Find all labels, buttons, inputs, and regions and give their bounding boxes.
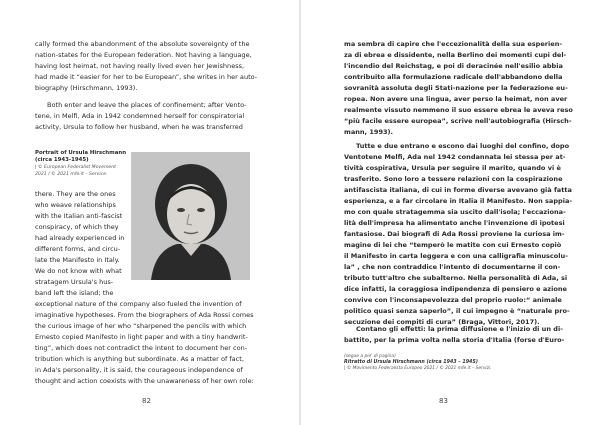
text-line: ma sembra di capire che l'eccezionalità della sua esperien- [344, 40, 563, 48]
text-line: realmente vissuto nemmeno il suo essere ebrea le aveva reso [344, 106, 573, 114]
text-line: who weave relationships [35, 201, 116, 209]
text-line: Ernesto copied Manifesto in light paper and with a tiny handwrit- [35, 333, 248, 341]
text-line: convive con l'inconsapevolezza del proprio ruolo:“ animale [344, 296, 562, 304]
text-line: la” , che non contraddice l'intento di documentarne il con- [344, 263, 561, 271]
text-line: exceptional nature of the company also fueled the invention of [35, 300, 242, 308]
left-paragraph-3 [35, 299, 275, 387]
text-line: different forms, and circu- [35, 245, 121, 253]
page-number: 82 [142, 397, 151, 405]
image-footnote [344, 354, 584, 372]
text-line: in Ada's personality, it is said, the courageous independence of [35, 366, 243, 374]
text-line: battito, per la prima volta nella storia d'Italia (forse d'Euro- [344, 336, 565, 344]
text-line: conspiracy, of which they [35, 223, 119, 231]
text-line: the curious image of her who “sharpened the pencils with which [35, 322, 247, 330]
footnote-credit: | © Movimento Federalista Europeo 2021 / © 2021 mfe.it – Servizi. [344, 366, 492, 372]
text-line: imaginative hypotheses. From the biographers of Ada Rossi comes [35, 311, 254, 319]
text-line: “più facile essere europea”, scrive nell'autobiografia (Hirsch- [344, 117, 572, 125]
caption-credit-line: | © European Federalist Movement [35, 164, 116, 170]
text-line: late the Manifesto in Italy. [35, 256, 120, 264]
text-line: activity, Ursula to follow her husband, when he was transferred [35, 123, 243, 131]
caption-title-line: Portrait of Ursula Hirschmann [35, 150, 127, 156]
text-line: magine di lei che “temperò le matite con cui Ernesto copiò [344, 241, 562, 249]
text-line: za di ebrea e dissidente, nella Berlino dei momenti cupi del- [344, 51, 567, 59]
text-line: l'incendio del Reichstag, e poi di deracinée nell'esilio abbia [344, 62, 563, 70]
right-paragraph-3 [344, 324, 584, 346]
text-line: had already experienced in [35, 234, 125, 242]
text-line: dice infatti, la coraggiosa indipendenza di pensiero e azione [344, 285, 567, 293]
caption-title-line: (circa 1943-1945) [35, 156, 89, 163]
text-line: Tutte e due entrano e escono dai luoghi del confino, dopo [356, 142, 570, 150]
text-line: biography (Hirschmann, 1993). [35, 84, 138, 92]
text-line: lità dell'impresa ha alimentato anche l'invenzione di ipotesi [344, 219, 565, 227]
text-line: mo con quale stratagemma sia uscito dall'isola; l'eccaziona- [344, 208, 566, 216]
text-line: thought and action coexists with the unawareness of her own role: [35, 377, 254, 385]
text-line: cally formed the abandonment of the absolute sovereignty of the [35, 40, 250, 48]
text-line: Ventotene Melfi, Ada nel 1942 condannata lei stessa per at- [344, 153, 566, 161]
footnote-label: (segue a pie' di pagina) [344, 354, 396, 359]
text-line: nation-states for the European federation. Not having a language, [35, 51, 252, 59]
right-page [301, 0, 600, 425]
portrait-image [131, 152, 250, 280]
text-line: with the Italian anti-fascist [35, 212, 123, 220]
left-paragraph-1 [35, 39, 275, 94]
text-line: tività cospirativa, Ursula per seguire il marito, quando vi è [344, 164, 561, 172]
text-line: politico quasi senza saperlo”, il cui impegno è “naturale pro- [344, 307, 570, 315]
left-paragraph-2 [35, 100, 275, 133]
portrait-photo [131, 152, 250, 280]
text-line: band left the island; the [35, 289, 114, 297]
text-line: secuzione dei compiti di cura” (Braga, Vittori, 2017). [344, 318, 540, 326]
text-line: mann, 1993). [344, 128, 394, 136]
right-paragraph-1 [344, 39, 584, 138]
text-line: ting”, which does not contradict the intent to document her con- [35, 344, 248, 352]
text-line: stratagem Ursula's hus- [35, 278, 114, 286]
text-line: tribution which is anything but subordinate. As a matter of fact, [35, 355, 244, 363]
text-line: Both enter and leave the places of confinement; after Vento- [47, 101, 247, 109]
text-line: ropea. Non avere una lingua, aver perso la heimat, non aver [344, 95, 568, 103]
text-line: esperienza, e a far circolare in Italia il Manifesto. Non sappia- [344, 197, 573, 205]
text-line: fantasiose. Dai biografi di Ada Rossi proviene la curiosa im- [344, 230, 565, 238]
text-line: We do not know with what [35, 267, 122, 275]
left-page [0, 0, 299, 425]
text-line: trasferito. Sono loro a tessere relazioni con la cospirazione [344, 175, 563, 183]
footnote-title: Ritratto di Ursula Hirschmann (circa 1943 – 1945) [344, 360, 478, 365]
caption-credit-line: 2021 / © 2021 mfe.it – Service. [35, 171, 108, 177]
left-wrapped-text [35, 189, 127, 299]
text-line: tene, in Melfi, Ada in 1942 condemned herself for conspiratorial [35, 112, 245, 120]
text-line: contribuito alla formulazione radicale dell'abbandono della [344, 73, 563, 81]
text-line: having lost heimat, not having really lived even her Jewishness, [35, 62, 245, 70]
text-line: tributo tutt'altro che subalterno. Nella personalità di Ada, si [344, 274, 568, 282]
text-line: antifascista italiana, di cui in forme diverse avevano già fatta [344, 186, 572, 194]
text-line: had made it “easier for her to be European”, she writes in her auto- [35, 73, 258, 81]
text-line: Contano gli effetti: la prima diffusione e l'inizio di un di- [356, 325, 563, 333]
text-line: there. They are the ones [35, 190, 116, 198]
page-number: 83 [439, 397, 448, 405]
right-paragraph-2 [344, 141, 584, 328]
text-line: sovranità assoluta degli Stati-nazione per la federazione eu- [344, 84, 568, 92]
text-line: il Manifesto in carta leggera e con una calligrafia minuscolu- [344, 252, 568, 260]
photo-caption [35, 150, 127, 178]
